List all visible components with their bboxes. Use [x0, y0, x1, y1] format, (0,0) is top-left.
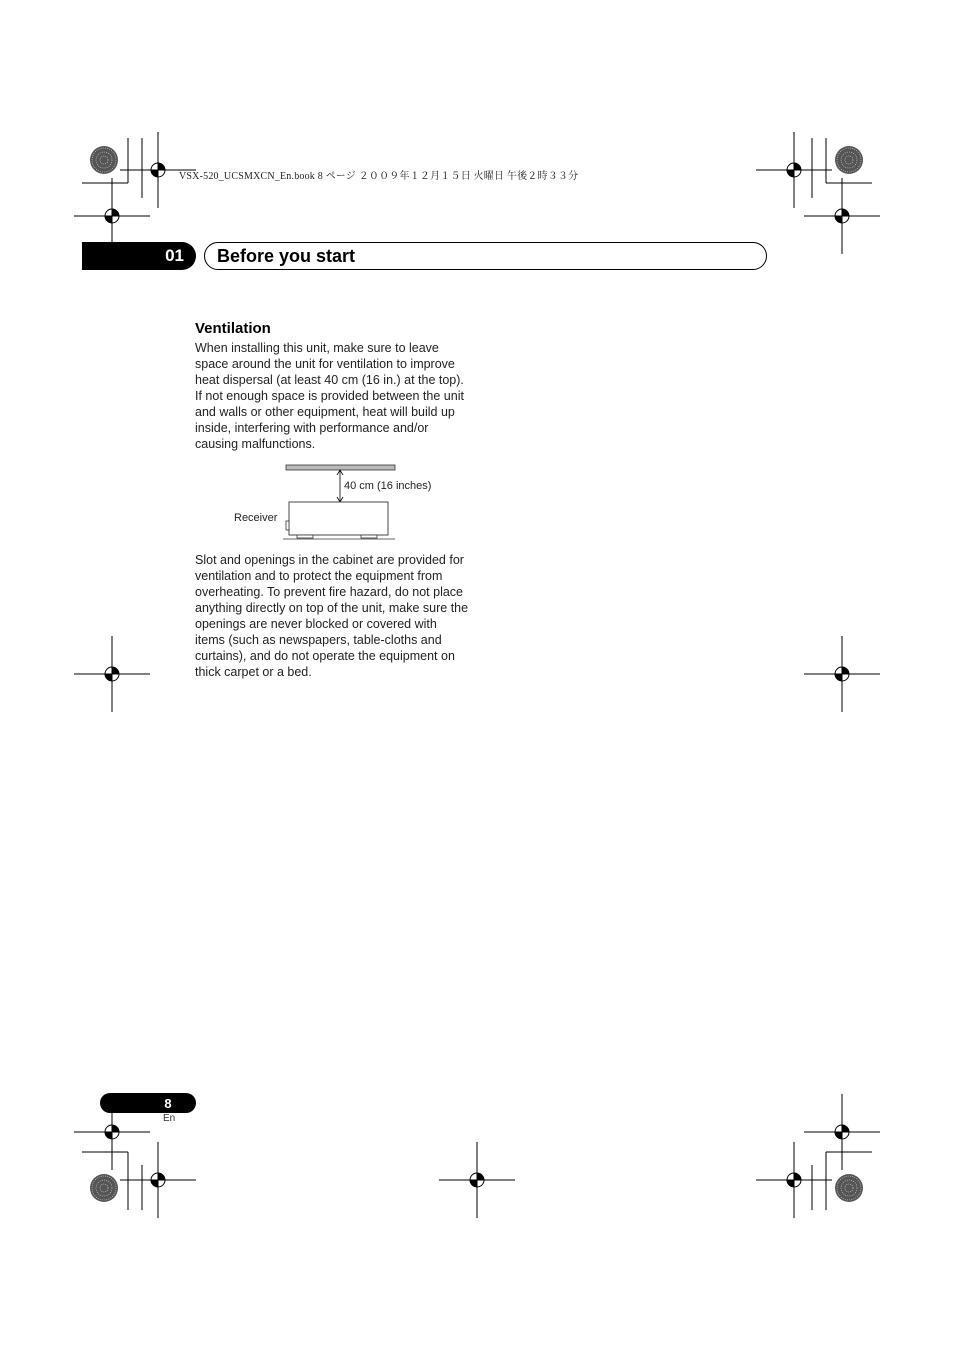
- receiver-body: [289, 502, 388, 535]
- page-language: En: [163, 1113, 176, 1124]
- receiver-knob: [286, 521, 289, 530]
- chapter-title: Before you start: [204, 242, 767, 270]
- receiver-label: Receiver: [234, 512, 278, 524]
- print-slug: VSX-520_UCSMXCN_En.book 8 ページ ２００９年１２月１５日 火曜日 午後２時３３分: [179, 171, 579, 182]
- ventilation-paragraph-1: When installing this unit, make sure to leave space around the unit for ventilation to improve heat dispersal (at least 40 cm (16 in.) at the top). If not enough space is provided between the unit and walls or other equipment, heat will build up inside, interfering with performance and/or causing malfunctions.: [195, 341, 464, 451]
- receiver-foot-left: [297, 535, 313, 538]
- page-number: 8: [100, 1093, 196, 1113]
- chapter-number: 01: [82, 242, 196, 270]
- ventilation-diagram: [225, 460, 455, 546]
- receiver-foot-right: [361, 535, 377, 538]
- section-heading: Ventilation: [195, 320, 271, 337]
- ventilation-paragraph-2: Slot and openings in the cabinet are provided for ventilation and to protect the equipment from overheating. To prevent fire hazard, do not place anything directly on top of the unit, make sure the openings are never blocked or covered with items (such as newspapers, table-cloths and curtains), and do not operate the equipment on thick carpet or a bed.: [195, 553, 469, 679]
- shelf-above: [286, 465, 395, 470]
- clearance-label: 40 cm (16 inches): [344, 480, 432, 492]
